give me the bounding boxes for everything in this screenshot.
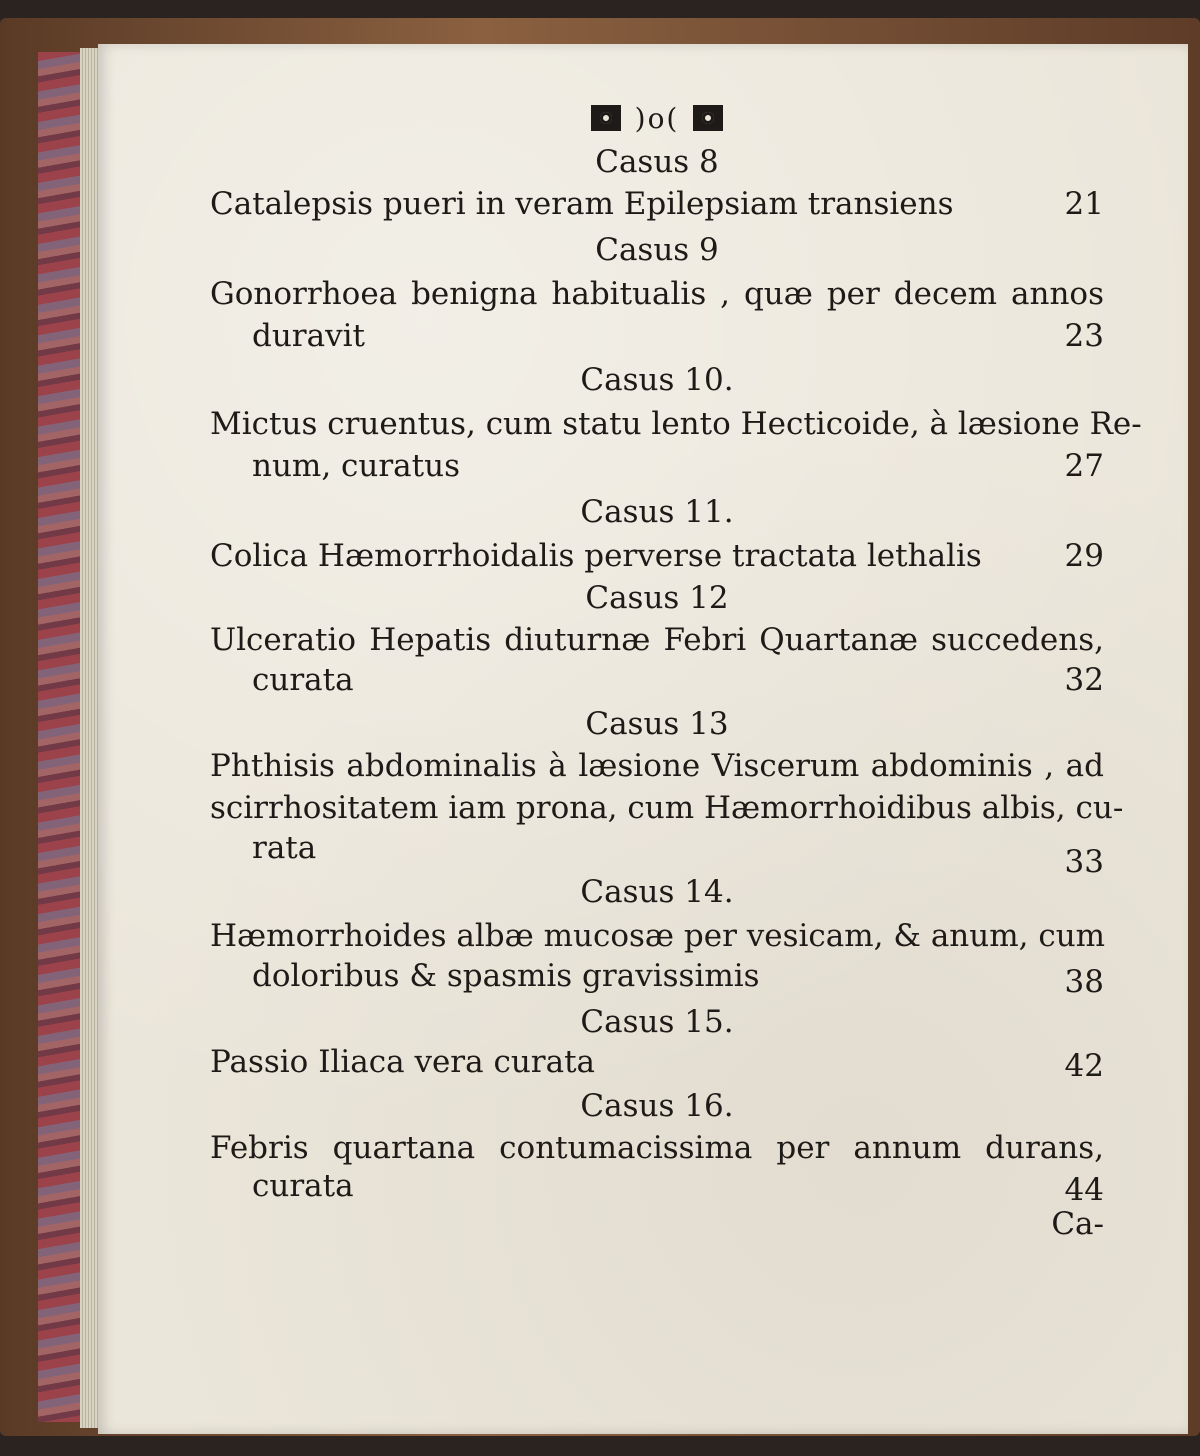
marbled-endpaper: [38, 52, 84, 1422]
catchword: Ca-: [1051, 1206, 1104, 1242]
entry-heading: Casus 14.: [580, 874, 734, 910]
ornament-right-icon: [693, 105, 723, 131]
entry-title-line: Gonorrhoea benigna habitualis , quæ per decem annos: [210, 276, 1104, 312]
entry-title-line: Passio Iliaca vera curata 42: [210, 1044, 1104, 1084]
entry-heading: Casus 10.: [580, 362, 734, 398]
page-number: 42: [1064, 1048, 1104, 1084]
entry-title-line: Mictus cruentus, cum statu lento Hecticoide, à læsione Re-: [210, 406, 1142, 442]
entry-title-line: scirrhositatem iam prona, cum Hæmorrhoidibus albis, cu-: [210, 790, 1124, 826]
entry-title-line: doloribus & spasmis gravissimis 38: [252, 958, 1104, 1000]
ornament-left-icon: [591, 105, 621, 131]
entry-title-line: curata 44: [252, 1168, 1104, 1208]
running-header: [210, 100, 1104, 136]
entry-title-line: Phthisis abdominalis à læsione Viscerum abdominis , ad: [210, 748, 1104, 784]
page-number: 32: [1064, 662, 1104, 698]
entry-heading: Casus 9: [595, 232, 719, 268]
entry-heading: Casus 11.: [580, 494, 734, 530]
entry-heading: Casus 15.: [580, 1004, 734, 1040]
entry-title-line: Hæmorrhoides albæ mucosæ per vesicam, & anum, cum: [210, 918, 1106, 954]
entry-heading: Casus 13: [585, 706, 729, 742]
entry-heading: Casus 8: [595, 144, 719, 180]
entry-title-line: num, curatus 27: [252, 448, 1104, 484]
page-number: 33: [1064, 844, 1104, 880]
page-number: 21: [1064, 186, 1104, 222]
entry-title-line: Catalepsis pueri in veram Epilepsiam transiens 21: [210, 186, 1104, 222]
entry-title-line: Febris quartana contumacissima per annum durans,: [210, 1130, 1104, 1166]
page-number: 29: [1064, 538, 1104, 574]
entry-title-line: curata 32: [252, 662, 1104, 698]
page-number: 23: [1064, 318, 1104, 354]
entry-title-line: rata 33: [252, 830, 1104, 880]
page-number: 38: [1064, 964, 1104, 1000]
page-number: 27: [1064, 448, 1104, 484]
entry-title-line: duravit 23: [252, 318, 1104, 354]
entry-heading: Casus 12: [585, 580, 729, 616]
page-number: 44: [1064, 1172, 1104, 1208]
entry-title-line: Colica Hæmorrhoidalis perverse tractata lethalis 29: [210, 538, 1104, 574]
header-ornament-text: )o(: [634, 101, 680, 135]
entry-title-line: Ulceratio Hepatis diuturnæ Febri Quartanæ succedens,: [210, 622, 1104, 658]
entry-heading: Casus 16.: [580, 1088, 734, 1124]
